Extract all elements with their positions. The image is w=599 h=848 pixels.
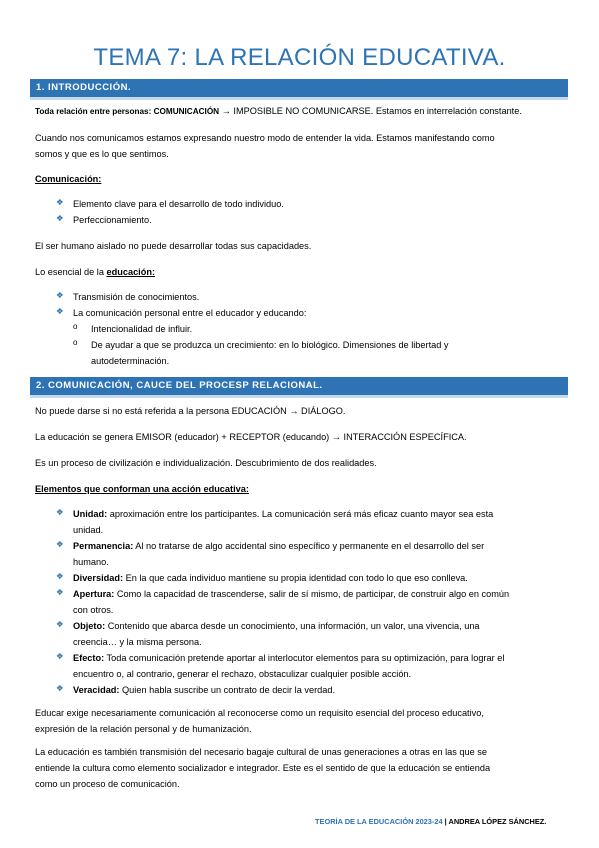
list-item: Elemento clave para el desarrollo de todo individuo. [73,199,284,209]
list-item: Permanencia: Al no tratarse de algo accidental sino específico y permanente en el desarrollo del ser humano. [73,541,485,567]
section-heading-introduccion [30,79,568,100]
diamond-bullet-icon: ❖ [56,683,64,693]
circle-bullet-icon: o [73,322,78,331]
list-item: Perfeccionamiento. [73,215,152,225]
list-item: Objeto: Contenido que abarca desde un conocimiento, una información, un valor, una vivencia, una creencia… y la misma persona. [73,621,480,647]
diamond-bullet-icon: ❖ [56,290,64,300]
paragraph: Es un proceso de civilización e individualización. Descubrimiento de dos realidades. [35,458,377,468]
diamond-bullet-icon: ❖ [56,507,64,517]
paragraph: Cuando nos comunicamos estamos expresando nuestro modo de entender la vida. Estamos manifestando como somos y que es lo que sentimos. [35,133,495,159]
section-heading-text: 2. COMUNICACIÓN, CAUCE DEL PROCESP RELACIONAL. [36,380,323,391]
diamond-bullet-icon: ❖ [56,213,64,223]
diamond-bullet-icon: ❖ [56,539,64,549]
diamond-bullet-icon: ❖ [56,619,64,629]
paragraph: Educar exige necesariamente comunicación al reconocerse como un requisito esencial del proceso educativo, expresión de la relación personal y de humanización. [35,708,484,734]
page-title: TEMA 7: LA RELACIÓN EDUCATIVA. [93,44,506,71]
sub-list-item: De ayudar a que se produzca un crecimiento: en lo biológico. Dimensiones de libertad y [91,340,449,350]
list-item: Diversidad: En la que cada individuo mantiene su propia identidad con todo lo que eso conlleva. [73,573,468,583]
diamond-bullet-icon: ❖ [56,197,64,207]
diamond-bullet-icon: ❖ [56,587,64,597]
paragraph: La educación se genera EMISOR (educador) + RECEPTOR (educando) → INTERACCIÓN ESPECÍFICA. [35,432,467,442]
page-footer: TEORÍA DE LA EDUCACIÓN 2023-24 | ANDREA LÓPEZ SÁNCHEZ. [315,817,547,826]
list-item: Transmisión de conocimientos. [73,292,200,302]
section-heading-comunicacion [30,377,568,398]
list-item: Apertura: Como la capacidad de trascenderse, salir de sí mismo, de participar, de construir algo en común con otros. [73,589,510,615]
list-item: Unidad: aproximación entre los participantes. La comunicación será más eficaz cuanto mayor sea esta unidad. [73,509,494,535]
comunicacion-label: Comunicación: [35,174,102,184]
paragraph: No puede darse si no está referida a la persona EDUCACIÓN → DIÁLOGO. [35,406,346,416]
diamond-bullet-icon: ❖ [56,651,64,661]
paragraph: El ser humano aislado no puede desarrollar todas sus capacidades. [35,241,312,251]
list-item: Veracidad: Quien habla suscribe un contrato de decir la verdad. [73,685,336,695]
sub-list-item-continued: autodeterminación. [91,356,170,366]
paragraph: La educación es también transmisión del necesario bagaje cultural de unas generaciones a otras en las que se entiende la cultura como elemento socializador e integrador. Este es el sentido de que la educación se entienda como un proceso de comunicación. [35,747,491,789]
section-heading-text: 1. INTRODUCCIÓN. [36,82,132,93]
footer-author: ANDREA LÓPEZ SÁNCHEZ. [448,817,547,826]
elementos-label: Elementos que conforman una acción educativa: [35,484,249,494]
diamond-bullet-icon: ❖ [56,571,64,581]
paragraph: Toda relación entre personas: COMUNICACIÓN → IMPOSIBLE NO COMUNICARSE. Estamos en interrelación constante. [35,106,522,116]
diamond-bullet-icon: ❖ [56,306,64,316]
paragraph: Lo esencial de la educación: [35,267,156,277]
circle-bullet-icon: o [73,338,78,347]
footer-course: TEORÍA DE LA EDUCACIÓN 2023-24 [315,817,443,826]
list-item: Efecto: Toda comunicación pretende aportar al interlocutor elementos para su optimización, para lograr el encuentro o, al contrario, generar el rechazo, obstaculizar cualquier posible acción. [73,653,505,679]
list-item: La comunicación personal entre el educador y educando: [73,308,307,318]
sub-list-item: Intencionalidad de influir. [91,324,193,334]
